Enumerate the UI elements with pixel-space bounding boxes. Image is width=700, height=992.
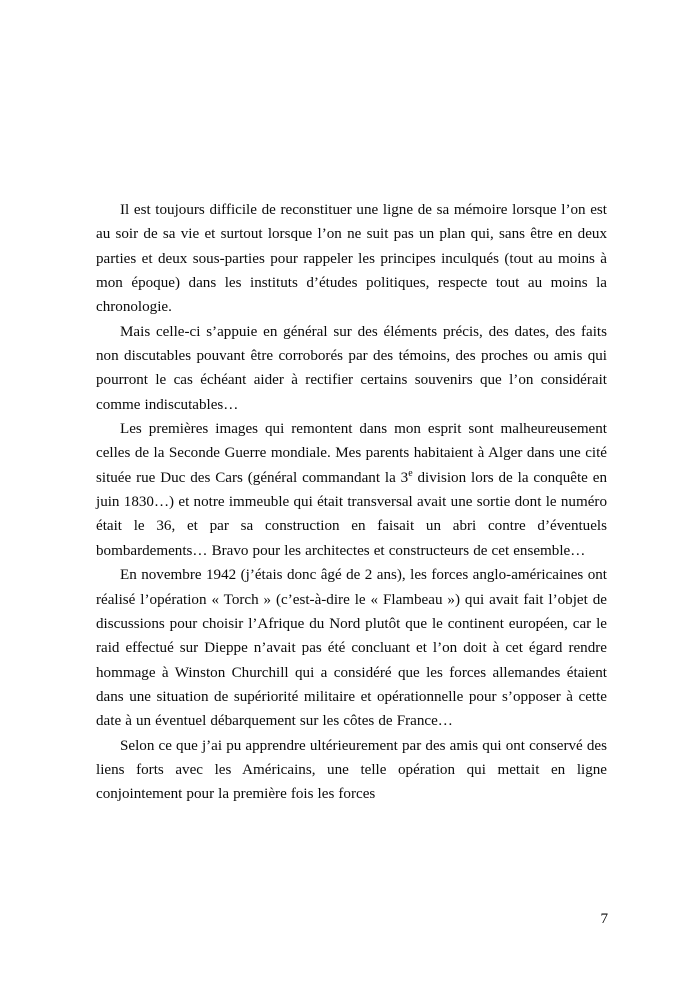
- paragraph-3: [96, 417, 607, 563]
- paragraph-1: Il est toujours difficile de reconstituer une ligne de sa mémoire lorsque l’on est au soir de sa vie et surtout lorsque l’on ne suit pas un plan qui, sans être en deux parties et deux sous-parties pour rappeler les principes inculqués (tout au moins à mon époque) dans les instituts d’études politiques, respecte tout au moins la chronologie.: [96, 202, 607, 316]
- paragraph-4: En novembre 1942 (j’étais donc âgé de 2 ans), les forces anglo-américaines ont réalisé l’opération « Torch » (c’est-à-dire le « Flambeau ») qui avait fait l’objet de discussions pour choisir l’Afrique du Nord plutôt que le continent européen, car le raid effectué sur Dieppe n’avait pas été concluant et l’on doit à cet égard rendre hommage à Winston Churchill qui a considéré que les forces allemandes étaient dans une situation de supériorité militaire et opérationnelle pour s’opposer à cette date à un éventuel débarquement sur les côtes de France…: [96, 567, 607, 730]
- paragraph-5: Selon ce que j’ai pu apprendre ultérieurement par des amis qui ont conservé des liens forts avec les Américains, une telle opération qui mettait en ligne conjointement pour la première fois les forces: [96, 737, 607, 803]
- ordinal-superscript: e: [408, 467, 413, 479]
- page-number: 7: [600, 911, 608, 927]
- paragraph-3-text-before-ordinal: Les premières images qui remontent dans mon esprit sont malheureusement celles de la Seconde Guerre mondiale. Mes parents habitaient à Alger dans une cité située rue Duc des Cars (général commandant la 3: [96, 421, 607, 486]
- body-text-block: [96, 198, 607, 807]
- paragraph-2: Mais celle-ci s’appuie en général sur des éléments précis, des dates, des faits non discutables pouvant être corroborés par des témoins, des proches ou amis qui pourront le cas échéant aider à rectifier certains souvenirs que l’on considérait comme indiscutables…: [96, 323, 607, 413]
- paragraph-3-text-after-ordinal: division lors de la conquête en juin 1830…) et notre immeuble qui était transversal avait une sortie dont le numéro était le 36, et par sa construction en faisait un abri contre d’éventuels bombardements… Bravo pour les architectes et constructeurs de cet ensemble…: [96, 469, 607, 559]
